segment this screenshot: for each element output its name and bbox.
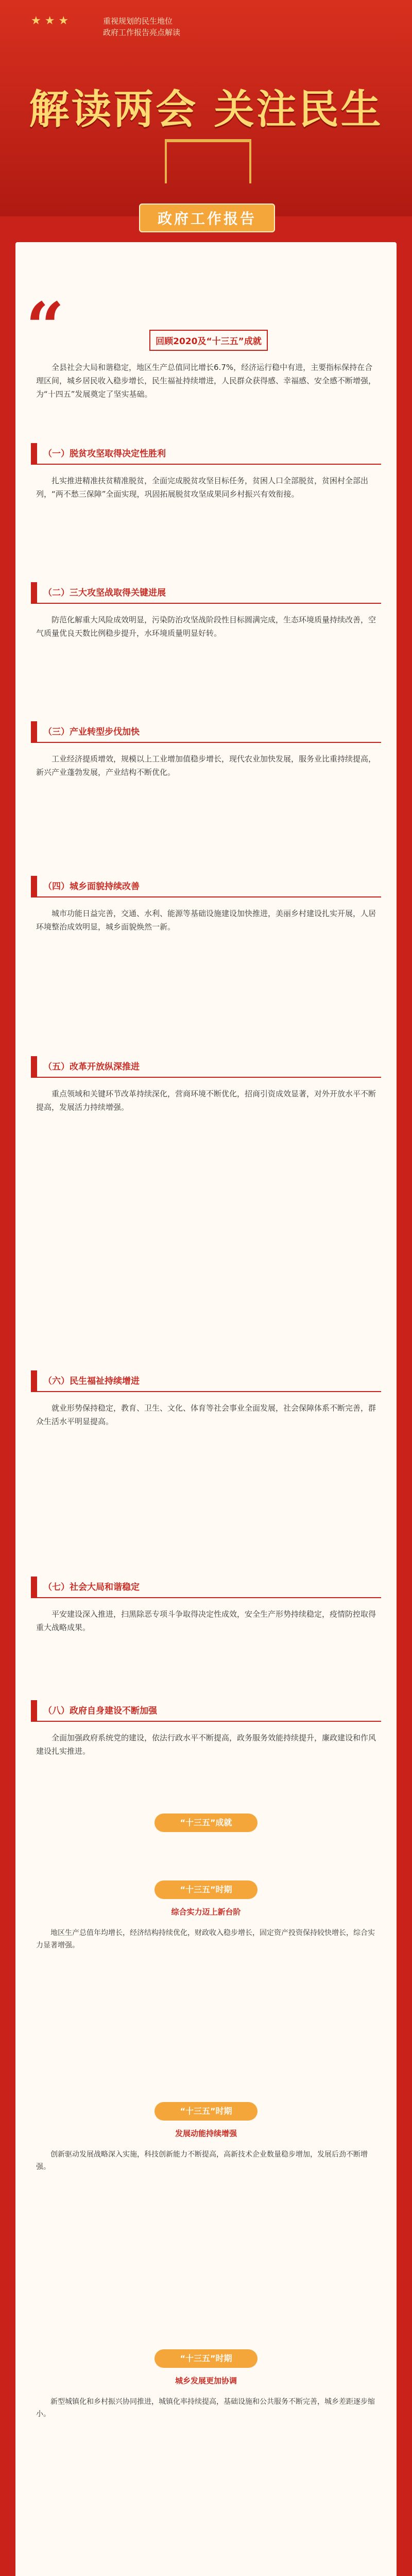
section-header: [31, 582, 381, 604]
lead-heading: 回顾2020及“十三五”成就: [149, 330, 268, 351]
subtitle-box: [139, 204, 275, 232]
section-line: [31, 464, 381, 465]
section-label: （五）改革开放纵深推进: [43, 1062, 140, 1072]
quote-icon: “: [26, 287, 64, 366]
section-text: 平安建设深入推进，扫黑除恶专项斗争取得决定性成效，安全生产形势持续稳定，疫情防控取得重大战略成果。: [36, 1609, 376, 1632]
section-header: [31, 1700, 381, 1722]
section-header: [31, 443, 381, 465]
section-label: （六）民生福祉持续增进: [43, 1376, 140, 1386]
section-label: （四）城乡面貌持续改善: [43, 882, 140, 892]
plan-subtitle: 城乡发展更加协调: [175, 2376, 237, 2385]
plan-subtitle: 综合实力迈上新台阶: [171, 1907, 241, 1917]
section-header: [31, 721, 381, 743]
section-bar: [31, 582, 37, 604]
section-bar: [31, 1370, 37, 1392]
section-bar: [31, 1056, 37, 1078]
section-label: （一）脱贫攻坚取得决定性胜利: [43, 449, 166, 459]
star-icons: ★ ★ ★: [31, 14, 69, 27]
plan-badge: “十三五”时期: [154, 1880, 258, 1899]
plan-badge: “十三五”时期: [154, 2349, 258, 2368]
plan-badge: “十三五”时期: [154, 2102, 258, 2121]
section-header: [31, 1577, 381, 1598]
section-text: 重点领域和关键环节改革持续深化，营商环境不断优化，招商引资成效显著，对外开放水平不断提高，发展活力持续增强。: [36, 1089, 376, 1112]
section-text: 就业形势保持稳定，教育、卫生、文化、体育等社会事业全面发展，社会保障体系不断完善，群众生活水平明显提高。: [36, 1403, 376, 1426]
section-label: （二）三大攻坚战取得关键进展: [43, 588, 166, 598]
section-bar: [31, 1577, 37, 1598]
section-text: 工业经济提质增效，规模以上工业增加值稳步增长，现代农业加快发展，服务业比重持续提高，新兴产业蓬勃发展，产业结构不断优化。: [36, 754, 376, 777]
section-line: [31, 742, 381, 743]
section-header: [31, 1370, 381, 1392]
section-line: [31, 1721, 381, 1722]
plan-text: 地区生产总值年均增长，经济结构持续优化，财政收入稳步增长，固定资产投资保持较快增长，综合实力显著增强。: [36, 1929, 375, 1950]
lead-paragraph: 全县社会大局和谐稳定，地区生产总值同比增长6.7%，经济运行稳中有进，主要指标保持在合理区间，城乡居民收入稳步增长，民生福祉持续增进，人民群众获得感、幸福感、安全感不断增强，为“十四五”发展奠定了坚实基础。: [36, 363, 376, 399]
section-line: [31, 1597, 381, 1598]
section-label: （八）政府自身建设不断加强: [43, 1706, 157, 1716]
plan-subtitle: 发展动能持续增强: [175, 2129, 237, 2138]
section-text: 防范化解重大风险成效明显，污染防治攻坚战阶段性目标圆满完成，生态环境质量持续改善，空气质量优良天数比例稳步提升，水环境质量明显好转。: [36, 615, 376, 638]
subtitle-text: 政府工作报告: [157, 211, 256, 227]
banner-title: 解读两会 关注民生: [29, 86, 383, 133]
banner-header-line-2: 政府工作报告亮点解读: [103, 28, 181, 37]
lead-block: [88, 330, 330, 351]
section-bar: [31, 876, 37, 897]
section-label: （七）社会大局和谐稳定: [43, 1582, 140, 1592]
section-header: [31, 1056, 381, 1078]
section-text: 城市功能日益完善，交通、水利、能源等基础设施建设加快推进，美丽乡村建设扎实开展，人居环境整治成效明显，城乡面貌焕然一新。: [36, 909, 376, 931]
section-bar: [31, 721, 37, 743]
section-line: [31, 896, 381, 897]
section-bar: [31, 443, 37, 465]
section-text: 扎实推进精准扶贫精准脱贫，全面完成脱贫攻坚目标任务，贫困人口全部脱贫，贫困村全部出列，“两不愁三保障”全面实现，巩固拓展脱贫攻坚成果同乡村振兴有效衔接。: [36, 476, 369, 499]
plan-text: 创新驱动发展战略深入实施，科技创新能力不断提高，高新技术企业数量稳步增加，发展后劲不断增强。: [36, 2150, 368, 2171]
plan-intro-badge: “十三五”成就: [154, 1814, 258, 1832]
section-line: [31, 1391, 381, 1392]
section-line: [31, 603, 381, 604]
section-bar: [31, 1700, 37, 1722]
section-text: 全面加强政府系统党的建设，依法行政水平不断提高，政务服务效能持续提升，廉政建设和作风建设扎实推进。: [36, 1733, 376, 1756]
section-line: [31, 1077, 381, 1078]
subtitle-wrapper: [0, 0, 412, 227]
section-header: [31, 876, 381, 897]
banner-header-line-1: 重视规划的民生地位: [103, 16, 173, 26]
section-label: （三）产业转型步伐加快: [43, 727, 140, 737]
plan-text: 新型城镇化和乡村振兴协同推进，城镇化率持续提高，基础设施和公共服务不断完善，城乡差距逐步缩小。: [36, 2398, 375, 2418]
